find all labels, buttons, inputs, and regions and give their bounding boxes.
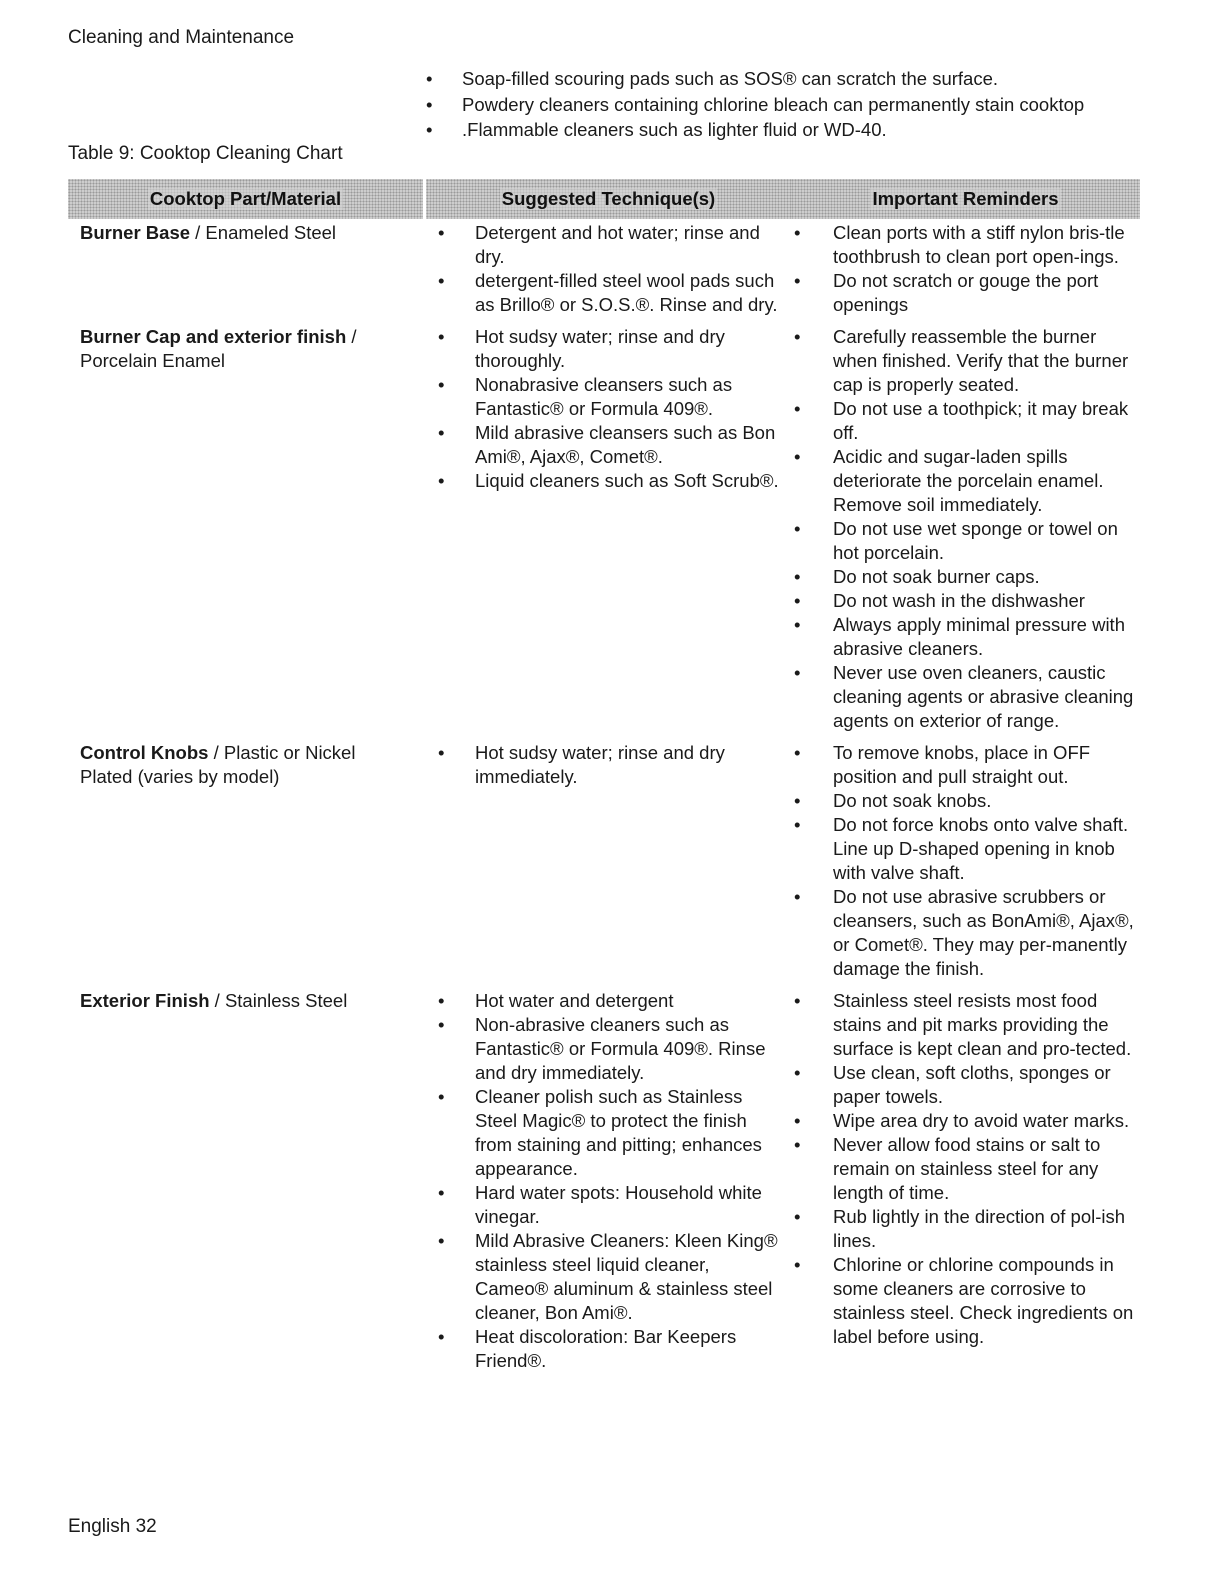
reminder-item: • Never use oven cleaners, caustic cleaning agents or abrasive cleaning agents on exterior of range. bbox=[783, 661, 1140, 733]
reminder-item: • Do not force knobs onto valve shaft. Line up D-shaped opening in knob with valve shaft. bbox=[783, 813, 1140, 885]
reminder-item: • Rub lightly in the direction of pol-ish lines. bbox=[783, 1205, 1140, 1253]
technique-item: • Liquid cleaners such as Soft Scrub®. bbox=[425, 469, 783, 493]
reminder-item: • Do not scratch or gouge the port openings bbox=[783, 269, 1140, 317]
reminder-item: • Do not use a toothpick; it may break off. bbox=[783, 397, 1140, 445]
technique-item: • Heat discoloration: Bar Keepers Friend®. bbox=[425, 1325, 783, 1373]
table-row bbox=[68, 219, 1140, 317]
part-material: / Plastic or Nickel Plated (varies by model) bbox=[80, 742, 356, 787]
technique-item: • Mild abrasive cleansers such as Bon Ami®, Ajax®, Comet®. bbox=[425, 421, 783, 469]
part-material: / Stainless Steel bbox=[209, 990, 348, 1011]
technique-item: • Nonabrasive cleansers such as Fantastic® or Formula 409®. bbox=[425, 373, 783, 421]
part-cell bbox=[68, 741, 425, 981]
warning-item: • Soap-filled scouring pads such as SOS® can scratch the surface. bbox=[425, 66, 1084, 92]
column-header-reminders: Important Reminders bbox=[791, 179, 1140, 219]
part-cell bbox=[68, 221, 425, 317]
cleaning-chart-table bbox=[68, 179, 1140, 1373]
technique-item: • Hard water spots: Household white vinegar. bbox=[425, 1181, 783, 1229]
reminder-cell bbox=[783, 989, 1140, 1373]
reminder-item: • Do not use wet sponge or towel on hot porcelain. bbox=[783, 517, 1140, 565]
technique-cell bbox=[425, 221, 783, 317]
reminder-item: • Do not use abrasive scrubbers or cleansers, such as BonAmi®, Ajax®, or Comet®. They may per-manently damage the finish. bbox=[783, 885, 1140, 981]
page-footer: English 32 bbox=[68, 1516, 157, 1537]
table-header-row bbox=[68, 179, 1140, 219]
reminder-item: • Do not soak knobs. bbox=[783, 789, 1140, 813]
reminder-item: • Do not wash in the dishwasher bbox=[783, 589, 1140, 613]
part-material: / Enameled Steel bbox=[190, 222, 337, 243]
technique-item: • Cleaner polish such as Stainless Steel Magic® to protect the finish from staining and pitting; enhances appearance. bbox=[425, 1085, 783, 1181]
reminder-item: • Never allow food stains or salt to remain on stainless steel for any length of time. bbox=[783, 1133, 1140, 1205]
part-cell bbox=[68, 989, 425, 1373]
warning-list bbox=[425, 66, 1084, 143]
table-row bbox=[68, 981, 1140, 1373]
reminder-item: • Always apply minimal pressure with abrasive cleaners. bbox=[783, 613, 1140, 661]
reminder-item: • Carefully reassemble the burner when finished. Verify that the burner cap is properly seated. bbox=[783, 325, 1140, 397]
reminder-item: • Do not soak burner caps. bbox=[783, 565, 1140, 589]
warning-item: • .Flammable cleaners such as lighter fluid or WD-40. bbox=[425, 117, 1084, 143]
reminder-cell bbox=[783, 221, 1140, 317]
section-header: Cleaning and Maintenance bbox=[68, 27, 295, 48]
technique-item: • Non-abrasive cleaners such as Fantastic® or Formula 409®. Rinse and dry immediately. bbox=[425, 1013, 783, 1085]
part-name: Burner Cap and exterior finish bbox=[80, 326, 347, 347]
part-name: Control Knobs bbox=[80, 742, 209, 763]
reminder-item: • Stainless steel resists most food stains and pit marks providing the surface is kept clean and pro-tected. bbox=[783, 989, 1140, 1061]
technique-item: • Mild Abrasive Cleaners: Kleen King® stainless steel liquid cleaner, Cameo® aluminum & stainless steel cleaner, Bon Ami®. bbox=[425, 1229, 783, 1325]
table-row bbox=[68, 733, 1140, 981]
part-name: Burner Base bbox=[80, 222, 191, 243]
reminder-item: • Clean ports with a stiff nylon bris-tle toothbrush to clean port open-ings. bbox=[783, 221, 1140, 269]
warning-item: • Powdery cleaners containing chlorine bleach can permanently stain cooktop bbox=[425, 92, 1084, 118]
reminder-cell bbox=[783, 325, 1140, 733]
table-row bbox=[68, 317, 1140, 733]
technique-cell bbox=[425, 741, 783, 981]
technique-cell bbox=[425, 325, 783, 733]
technique-item: • detergent-filled steel wool pads such as Brillo® or S.O.S.®. Rinse and dry. bbox=[425, 269, 783, 317]
reminder-cell bbox=[783, 741, 1140, 981]
reminder-item: • Wipe area dry to avoid water marks. bbox=[783, 1109, 1140, 1133]
technique-item: • Hot sudsy water; rinse and dry immediately. bbox=[425, 741, 783, 789]
column-header-technique: Suggested Technique(s) bbox=[426, 179, 791, 219]
reminder-item: • Chlorine or chlorine compounds in some cleaners are corrosive to stainless steel. Check ingredients on label before using. bbox=[783, 1253, 1140, 1349]
technique-item: • Hot sudsy water; rinse and dry thoroughly. bbox=[425, 325, 783, 373]
reminder-item: • Acidic and sugar-laden spills deteriorate the porcelain enamel. Remove soil immediately. bbox=[783, 445, 1140, 517]
part-material: / Porcelain Enamel bbox=[80, 326, 357, 371]
technique-cell bbox=[425, 989, 783, 1373]
part-cell bbox=[68, 325, 425, 733]
technique-item: • Detergent and hot water; rinse and dry. bbox=[425, 221, 783, 269]
column-header-part: Cooktop Part/Material bbox=[68, 179, 423, 219]
reminder-item: • Use clean, soft cloths, sponges or paper towels. bbox=[783, 1061, 1140, 1109]
technique-item: • Hot water and detergent bbox=[425, 989, 783, 1013]
table-caption: Table 9: Cooktop Cleaning Chart bbox=[68, 143, 343, 164]
part-name: Exterior Finish bbox=[80, 990, 210, 1011]
reminder-item: • To remove knobs, place in OFF position and pull straight out. bbox=[783, 741, 1140, 789]
